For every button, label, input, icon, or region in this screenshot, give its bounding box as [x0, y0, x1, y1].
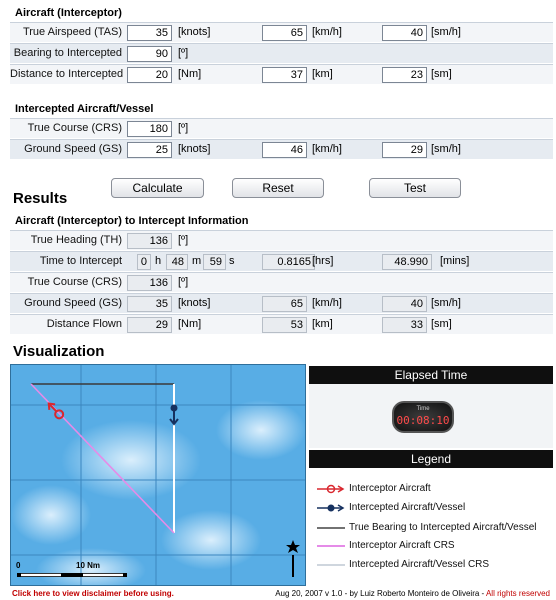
legend-intercepted-vessel: Intercepted Aircraft/Vessel	[349, 502, 466, 513]
result-distance-label: Distance Flown	[46, 318, 122, 330]
tas-kmh-unit: [km/h]	[312, 26, 342, 38]
intercepted-gs-kmh-unit: [km/h]	[312, 143, 342, 155]
result-time-m-unit: m	[192, 255, 202, 267]
result-time-mins-unit: [mins]	[440, 255, 470, 267]
intercepted-gs-row	[10, 139, 553, 159]
result-gs-label: Ground Speed (GS)	[24, 297, 122, 309]
distance-row	[10, 64, 553, 84]
result-distance-row	[10, 314, 553, 334]
legend-interceptor-aircraft: Interceptor Aircraft	[349, 483, 431, 494]
scale-end-label: 10 Nm	[76, 561, 101, 570]
intercepted-crs-input[interactable]: 180	[127, 121, 172, 137]
result-gs-kmh: 65	[262, 296, 307, 312]
result-gs-smh: 40	[382, 296, 427, 312]
result-heading-value: 136	[127, 233, 172, 249]
result-distance-km: 53	[262, 317, 307, 333]
result-heading-row	[10, 230, 553, 250]
interceptor-section-title: Aircraft (Interceptor)	[15, 7, 122, 19]
intercepted-crs-line-icon	[317, 560, 345, 570]
legend-intercepted-crs: Intercepted Aircraft/Vessel CRS	[349, 559, 490, 570]
interceptor-aircraft-icon	[317, 484, 345, 494]
tas-label: True Airspeed (TAS)	[22, 26, 122, 38]
bearing-line-icon	[317, 523, 345, 533]
result-time-mins: 48.990	[382, 254, 432, 270]
clock-label: Time	[416, 406, 430, 412]
result-distance-km-unit: [km]	[312, 318, 333, 330]
result-crs-label: True Course (CRS)	[27, 276, 122, 288]
result-time-row	[10, 251, 553, 271]
intercepted-crs-label: True Course (CRS)	[27, 122, 122, 134]
result-gs-knots-unit: [knots]	[178, 297, 211, 309]
result-gs-smh-unit: [sm/h]	[431, 297, 461, 309]
credit-text	[275, 589, 550, 598]
result-time-label: Time to Intercept	[39, 255, 122, 267]
result-heading-unit: [º]	[178, 234, 189, 246]
tas-knots-unit: [knots]	[178, 26, 211, 38]
distance-nm-input[interactable]: 20	[127, 67, 172, 83]
distance-sm-input[interactable]: 23	[382, 67, 427, 83]
intercepted-crs-unit: [º]	[178, 122, 189, 134]
distance-label: Distance to Intercepted	[10, 68, 124, 80]
result-time-hrs: 0.8165	[262, 254, 315, 270]
clock-value: 00:08:10	[396, 414, 450, 427]
visualization-title: Visualization	[13, 343, 105, 360]
test-button[interactable]: Test	[369, 178, 461, 198]
map-canvas	[11, 365, 306, 586]
reset-button[interactable]: Reset	[232, 178, 324, 198]
bearing-row	[10, 43, 553, 63]
map-cloud	[161, 510, 261, 570]
legend-header: Legend	[309, 450, 553, 468]
result-time-seconds: 59	[203, 254, 226, 270]
intercepted-vessel-icon	[317, 503, 345, 513]
result-distance-nm-unit: [Nm]	[178, 318, 202, 330]
credit-label: Aug 20, 2007 v 1.0 - by Luiz Roberto Monteiro de Oliveira -	[275, 589, 486, 598]
results-title: Results	[13, 190, 68, 207]
distance-km-input[interactable]: 37	[262, 67, 307, 83]
tas-knots-input[interactable]: 35	[127, 25, 172, 41]
bearing-input[interactable]: 90	[127, 46, 172, 62]
result-crs-row	[10, 272, 553, 292]
bearing-unit: [º]	[178, 47, 189, 59]
legend-panel	[309, 468, 553, 586]
result-crs-unit: [º]	[178, 276, 189, 288]
distance-km-unit: [km]	[312, 68, 333, 80]
tas-smh-unit: [sm/h]	[431, 26, 461, 38]
intercepted-gs-knots-unit: [knots]	[178, 143, 211, 155]
result-time-minutes: 48	[166, 254, 188, 270]
intercepted-gs-smh-input[interactable]: 29	[382, 142, 427, 158]
elapsed-time-header: Elapsed Time	[309, 366, 553, 384]
result-time-hours: 0	[137, 254, 151, 270]
disclaimer-link[interactable]: Click here to view disclaimer before using.	[12, 589, 174, 598]
tas-smh-input[interactable]: 40	[382, 25, 427, 41]
intercepted-gs-smh-unit: [sm/h]	[431, 143, 461, 155]
intercepted-gs-label: Ground Speed (GS)	[24, 143, 122, 155]
intercepted-section-title: Intercepted Aircraft/Vessel	[15, 103, 154, 115]
tas-row	[10, 22, 553, 42]
result-heading-label: True Heading (TH)	[30, 234, 122, 246]
intercept-map	[10, 364, 306, 586]
result-time-h-unit: h	[155, 255, 162, 267]
result-distance-nm: 29	[127, 317, 172, 333]
intercepted-gs-knots-input[interactable]: 25	[127, 142, 172, 158]
intercepted-gs-kmh-input[interactable]: 46	[262, 142, 307, 158]
map-cloud	[216, 400, 306, 460]
bearing-label: Bearing to Intercepted	[13, 47, 122, 59]
result-time-s-unit: s	[229, 255, 235, 267]
result-gs-knots: 35	[127, 296, 172, 312]
distance-sm-unit: [sm]	[431, 68, 452, 80]
intercepted-crs-row	[10, 118, 553, 138]
map-cloud	[11, 485, 91, 545]
scale-start-label: 0	[16, 561, 21, 570]
result-crs-value: 136	[127, 275, 172, 291]
result-time-hrs-unit: [hrs]	[312, 255, 334, 267]
result-gs-kmh-unit: [km/h]	[312, 297, 342, 309]
interceptor-crs-line-icon	[317, 541, 345, 551]
legend-interceptor-crs: Interceptor Aircraft CRS	[349, 540, 455, 551]
rights-label: All rights reserved	[485, 589, 550, 598]
calculate-button[interactable]: Calculate	[111, 178, 204, 198]
clock-icon	[392, 401, 454, 433]
results-subtitle: Aircraft (Interceptor) to Intercept Information	[15, 215, 249, 227]
legend-true-bearing: True Bearing to Intercepted Aircraft/Vessel	[349, 522, 537, 533]
tas-kmh-input[interactable]: 65	[262, 25, 307, 41]
result-distance-sm: 33	[382, 317, 427, 333]
distance-nm-unit: [Nm]	[178, 68, 202, 80]
elapsed-time-panel	[309, 384, 553, 448]
result-gs-row	[10, 293, 553, 313]
result-distance-sm-unit: [sm]	[431, 318, 452, 330]
